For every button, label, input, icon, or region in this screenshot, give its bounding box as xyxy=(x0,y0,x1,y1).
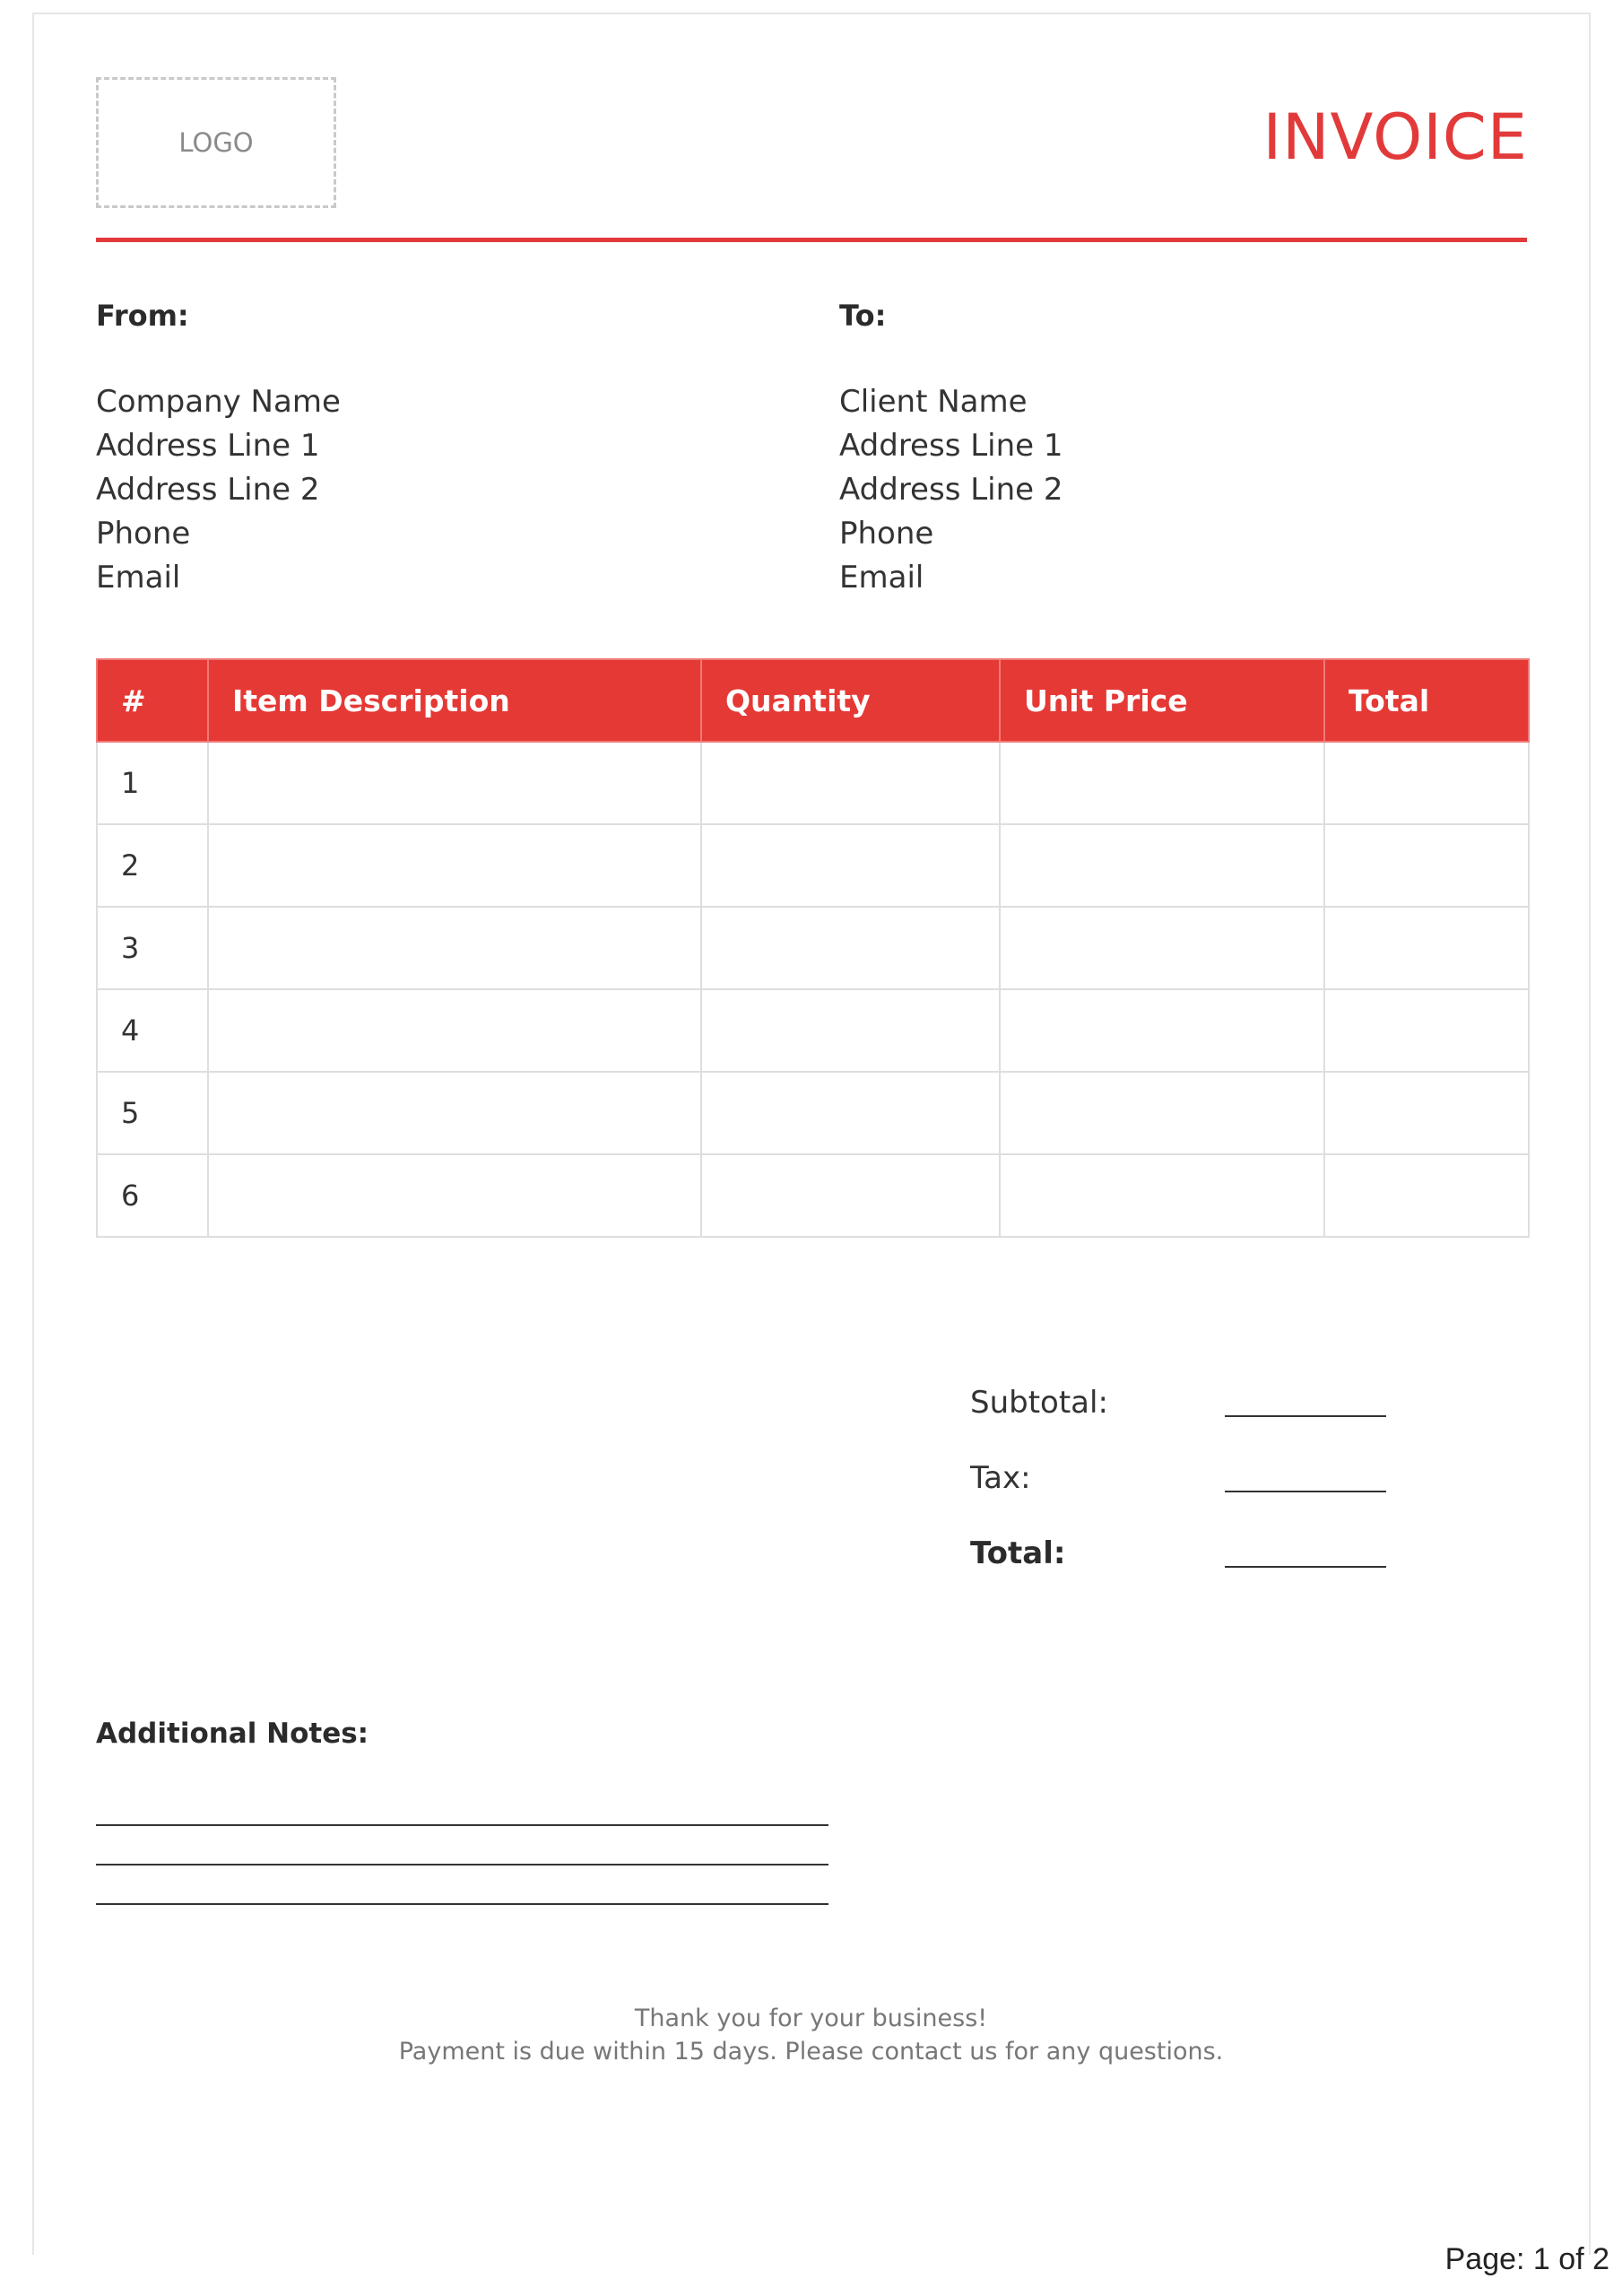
cell-unit-price[interactable] xyxy=(1000,989,1324,1072)
table-row xyxy=(97,824,1529,907)
from-phone: Phone xyxy=(96,516,191,552)
cell-number: 3 xyxy=(97,907,208,989)
cell-number: 2 xyxy=(97,824,208,907)
cell-number: 4 xyxy=(97,989,208,1072)
cell-total[interactable] xyxy=(1324,989,1529,1072)
items-table xyxy=(96,658,1530,1238)
to-address xyxy=(839,380,1063,600)
from-address-line-1: Address Line 1 xyxy=(96,428,320,464)
cell-description[interactable] xyxy=(208,1072,701,1154)
cell-unit-price[interactable] xyxy=(1000,742,1324,824)
cell-total[interactable] xyxy=(1324,1154,1529,1237)
from-email: Email xyxy=(96,560,181,596)
cell-quantity[interactable] xyxy=(701,742,1000,824)
from-address xyxy=(96,380,341,600)
footer-thanks: Thank you for your business! xyxy=(634,2005,988,2032)
cell-number: 6 xyxy=(97,1154,208,1237)
cell-unit-price[interactable] xyxy=(1000,824,1324,907)
cell-description[interactable] xyxy=(208,1154,701,1237)
page-number: Page: 1 of 2 xyxy=(1444,2242,1609,2276)
header-divider xyxy=(96,238,1527,242)
col-header-number: # xyxy=(97,659,208,742)
to-title: To: xyxy=(839,299,887,333)
tax-label: Tax: xyxy=(970,1460,1031,1496)
cell-unit-price[interactable] xyxy=(1000,1072,1324,1154)
invoice-title: INVOICE xyxy=(1262,100,1528,174)
from-title: From: xyxy=(96,299,189,333)
cell-quantity[interactable] xyxy=(701,1154,1000,1237)
cell-number: 5 xyxy=(97,1072,208,1154)
subtotal-blank[interactable] xyxy=(1225,1415,1386,1417)
tax-blank[interactable] xyxy=(1225,1491,1386,1492)
table-row xyxy=(97,989,1529,1072)
cell-description[interactable] xyxy=(208,742,701,824)
table-row xyxy=(97,1072,1529,1154)
col-header-quantity: Quantity xyxy=(701,659,1000,742)
cell-unit-price[interactable] xyxy=(1000,1154,1324,1237)
total-blank[interactable] xyxy=(1225,1566,1386,1568)
cell-total[interactable] xyxy=(1324,1072,1529,1154)
notes-line-3[interactable] xyxy=(96,1903,828,1905)
cell-quantity[interactable] xyxy=(701,989,1000,1072)
logo-placeholder xyxy=(96,77,336,208)
cell-unit-price[interactable] xyxy=(1000,907,1324,989)
col-header-unit-price: Unit Price xyxy=(1000,659,1324,742)
from-company-name: Company Name xyxy=(96,384,341,420)
col-header-description: Item Description xyxy=(208,659,701,742)
cell-description[interactable] xyxy=(208,824,701,907)
to-address-line-2: Address Line 2 xyxy=(839,472,1063,508)
cell-total[interactable] xyxy=(1324,824,1529,907)
notes-title: Additional Notes: xyxy=(96,1718,369,1750)
cell-number: 1 xyxy=(97,742,208,824)
to-address-line-1: Address Line 1 xyxy=(839,428,1063,464)
to-email: Email xyxy=(839,560,924,596)
cell-quantity[interactable] xyxy=(701,1072,1000,1154)
cell-description[interactable] xyxy=(208,907,701,989)
from-address-line-2: Address Line 2 xyxy=(96,472,320,508)
to-phone: Phone xyxy=(839,516,934,552)
cell-total[interactable] xyxy=(1324,742,1529,824)
table-row xyxy=(97,1154,1529,1237)
cell-description[interactable] xyxy=(208,989,701,1072)
logo-text: LOGO xyxy=(178,127,254,158)
table-row xyxy=(97,742,1529,824)
table-row xyxy=(97,907,1529,989)
notes-line-2[interactable] xyxy=(96,1864,828,1866)
subtotal-label: Subtotal: xyxy=(970,1385,1108,1421)
cell-quantity[interactable] xyxy=(701,907,1000,989)
table-header-row xyxy=(97,659,1529,742)
cell-total[interactable] xyxy=(1324,907,1529,989)
footer-payment-terms: Payment is due within 15 days. Please contact us for any questions. xyxy=(398,2038,1224,2066)
to-client-name: Client Name xyxy=(839,384,1028,420)
total-label: Total: xyxy=(970,1535,1066,1571)
cell-quantity[interactable] xyxy=(701,824,1000,907)
col-header-total: Total xyxy=(1324,659,1529,742)
notes-line-1[interactable] xyxy=(96,1824,828,1826)
